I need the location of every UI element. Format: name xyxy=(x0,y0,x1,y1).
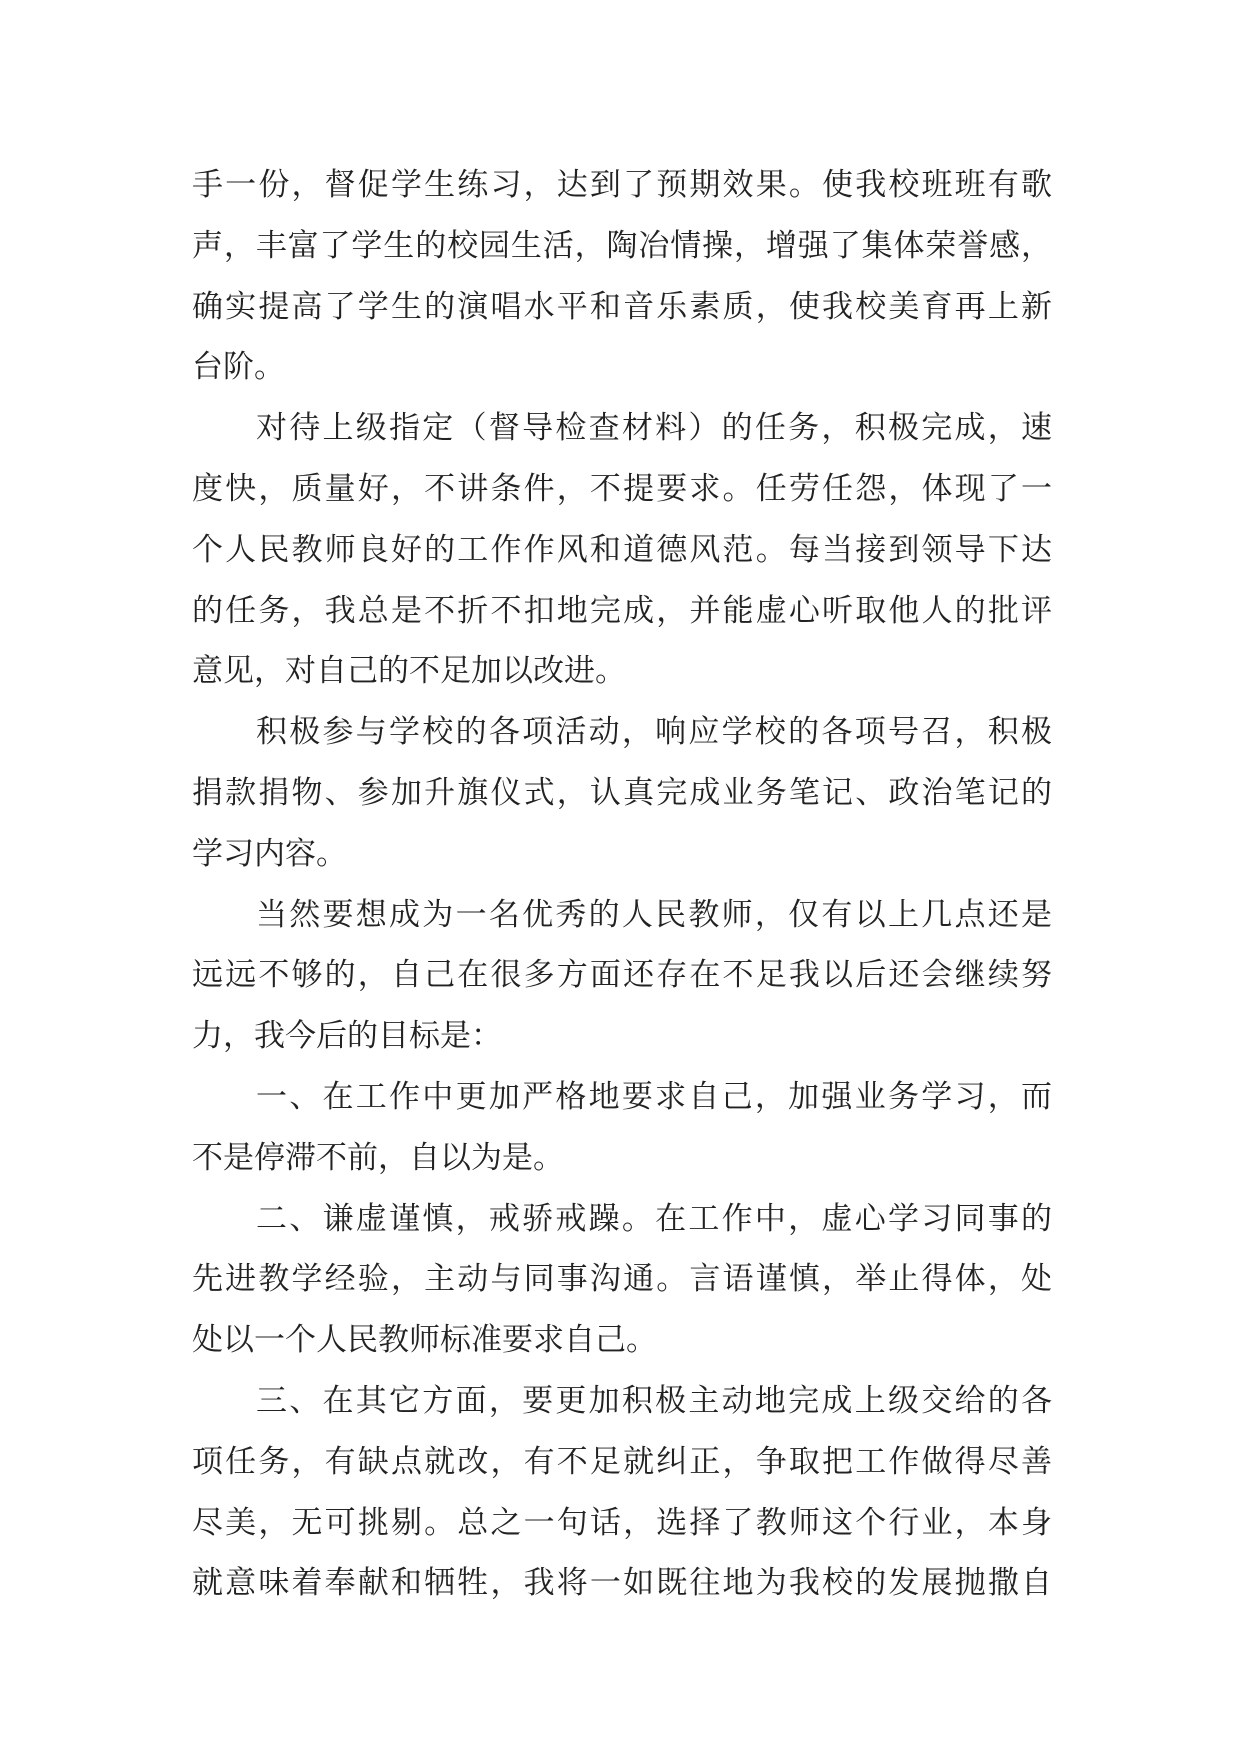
paragraph-line: 声，丰富了学生的校园生活，陶冶情操，增强了集体荣誉感， xyxy=(192,227,1052,264)
paragraph-line: 手一份，督促学生练习，达到了预期效果。使我校班班有歌 xyxy=(192,167,1052,203)
paragraph xyxy=(192,702,1052,884)
paragraph-line: 台阶。 xyxy=(192,349,285,386)
paragraph xyxy=(192,398,1052,702)
paragraph-line: 积极参与学校的各项活动，响应学校的各项号召，积极 xyxy=(256,714,1052,751)
paragraph-line: 当然要想成为一名优秀的人民教师，仅有以上几点还是 xyxy=(256,896,1052,933)
paragraph-line: 二、谦虚谨慎，戒骄戒躁。在工作中，虚心学习同事的 xyxy=(256,1200,1052,1237)
paragraph-line: 确实提高了学生的演唱水平和音乐素质，使我校美育再上新 xyxy=(192,288,1052,325)
paragraph-line: 尽美，无可挑剔。总之一句话，选择了教师这个行业，本身 xyxy=(192,1504,1052,1541)
paragraph-line: 学习内容。 xyxy=(192,835,347,872)
paragraph xyxy=(192,155,1052,398)
paragraph-line: 项任务，有缺点就改，有不足就纠正，争取把工作做得尽善 xyxy=(192,1443,1052,1480)
paragraph-line: 不是停滞不前，自以为是。 xyxy=(192,1139,564,1176)
paragraph-line: 力，我今后的目标是： xyxy=(192,1018,502,1055)
paragraph xyxy=(192,885,1052,1067)
paragraph-line: 捐款捐物、参加升旗仪式，认真完成业务笔记、政治笔记的 xyxy=(192,774,1052,811)
paragraph-line: 个人民教师良好的工作作风和道德风范。每当接到领导下达 xyxy=(192,531,1052,568)
paragraph-line: 意见，对自己的不足加以改进。 xyxy=(192,653,626,690)
paragraph-line: 处以一个人民教师标准要求自己。 xyxy=(192,1322,657,1359)
paragraph-line: 远远不够的，自己在很多方面还存在不足我以后还会继续努 xyxy=(192,957,1052,994)
paragraph-line: 先进教学经验，主动与同事沟通。言语谨慎，举止得体，处 xyxy=(192,1261,1052,1298)
paragraph-line: 一、在工作中更加严格地要求自己，加强业务学习，而 xyxy=(256,1078,1052,1115)
paragraph-line: 对待上级指定（督导检查材料）的任务，积极完成，速 xyxy=(256,410,1052,447)
document-body xyxy=(192,155,1052,1614)
paragraph xyxy=(192,1189,1052,1371)
paragraph-line: 的任务，我总是不折不扣地完成，并能虚心听取他人的批评 xyxy=(192,592,1052,629)
paragraph xyxy=(192,1371,1052,1614)
paragraph-line: 就意味着奉献和牺牲，我将一如既往地为我校的发展抛撒自 xyxy=(192,1565,1052,1602)
paragraph xyxy=(192,1067,1052,1189)
paragraph-line: 三、在其它方面，要更加积极主动地完成上级交给的各 xyxy=(256,1382,1052,1419)
paragraph-line: 度快，质量好，不讲条件，不提要求。任劳任怨，体现了一 xyxy=(192,470,1052,507)
